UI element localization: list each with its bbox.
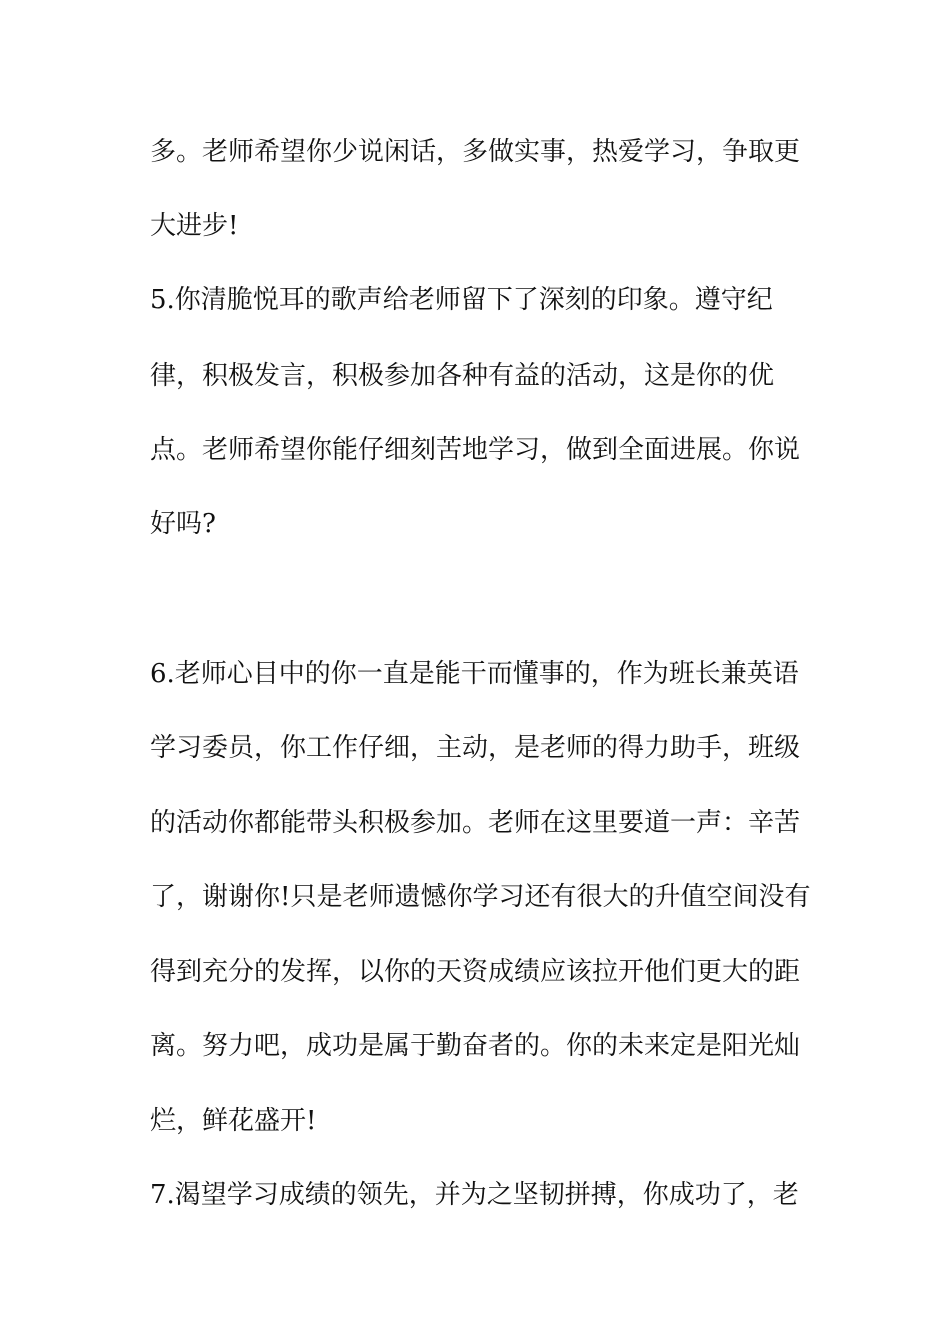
text-line: 大进步! [150, 211, 239, 241]
text-line: 好吗? [150, 509, 216, 539]
text-line: 点。老师希望你能仔细刻苦地学习，做到全面进展。你说 [150, 435, 801, 465]
text-line: 律，积极发言，积极参加各种有益的活动，这是你的优 [150, 361, 775, 391]
text-line: 多。老师希望你少说闲话，多做实事，热爱学习，争取更 [150, 137, 801, 167]
text-line: 6.老师心目中的你一直是能干而懂事的，作为班长兼英语 [150, 659, 799, 689]
text-line: 5.你清脆悦耳的歌声给老师留下了深刻的印象。遵守纪 [150, 285, 773, 315]
text-line: 得到充分的发挥，以你的天资成绩应该拉开他们更大的距 [150, 957, 801, 987]
text-line: 的活动你都能带头积极参加。老师在这里要道一声：辛苦 [150, 808, 801, 838]
text-line: 学习委员，你工作仔细，主动，是老师的得力助手，班级 [150, 733, 801, 763]
text-line: 离。努力吧，成功是属于勤奋者的。你的未来定是阳光灿 [150, 1031, 801, 1061]
text-line: 7.渴望学习成绩的领先，并为之坚韧拼搏，你成功了，老 [150, 1180, 799, 1210]
text-line: 了，谢谢你!只是老师遗憾你学习还有很大的升值空间没有 [150, 882, 811, 912]
text-line: 烂，鲜花盛开! [150, 1106, 317, 1136]
